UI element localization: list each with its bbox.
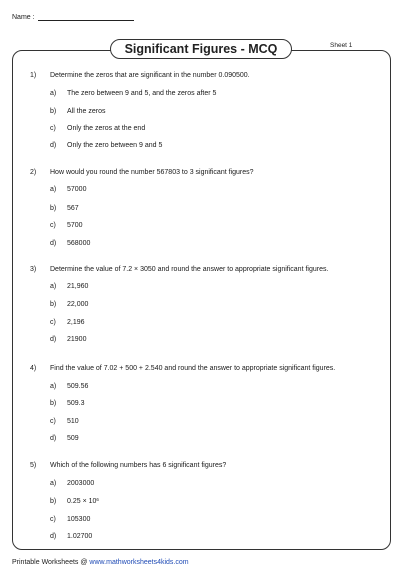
option-text [67, 498, 99, 505]
option-text: 509.56 [67, 383, 89, 390]
option-letter: d) [50, 142, 57, 149]
footer [12, 559, 189, 566]
question-text: How would you round the number 567803 to 3 significant figures? [50, 169, 254, 176]
option-text: Only the zero between 9 and 5 [67, 142, 163, 149]
question-number: 3) [30, 266, 37, 273]
option-text: The zero between 9 and 5, and the zeros after 5 [67, 90, 217, 97]
option-text: 22,000 [67, 301, 89, 308]
option-text: 105300 [67, 516, 91, 523]
name-blank-line[interactable] [38, 12, 134, 21]
option-letter: c) [50, 222, 56, 229]
option-text: 5700 [67, 222, 83, 229]
option-letter: a) [50, 283, 57, 290]
worksheet-title-text: Significant Figures - MCQ [124, 42, 278, 56]
name-field [12, 12, 134, 21]
question-number: 2) [30, 169, 37, 176]
option-letter: b) [50, 400, 57, 407]
question-number: 1) [30, 72, 37, 79]
question-text: Determine the zeros that are significant in the number 0.090500. [50, 72, 250, 79]
question-text: Find the value of 7.02 + 500 + 2.540 and round the answer to appropriate significant figures. [50, 365, 336, 372]
option-text-base: 0.25 × 10 [67, 498, 97, 505]
option-letter: b) [50, 498, 57, 505]
option-letter: c) [50, 125, 56, 132]
option-text: 509 [67, 435, 79, 442]
option-text: All the zeros [67, 108, 106, 115]
option-text: 57000 [67, 186, 87, 193]
footer-link[interactable]: www.mathworksheets4kids.com [89, 559, 189, 566]
option-text: 21,960 [67, 283, 89, 290]
option-text: 509.3 [67, 400, 85, 407]
exponent: 6 [96, 497, 99, 502]
option-letter: c) [50, 418, 56, 425]
option-letter: d) [50, 435, 57, 442]
option-letter: a) [50, 480, 57, 487]
option-letter: d) [50, 533, 57, 540]
sheet-label: Sheet 1 [330, 42, 353, 49]
option-text: 21900 [67, 336, 87, 343]
option-text: 510 [67, 418, 79, 425]
option-letter: b) [50, 108, 57, 115]
option-letter: c) [50, 319, 56, 326]
option-text: 2003000 [67, 480, 95, 487]
worksheet-title [110, 39, 292, 59]
option-text: Only the zeros at the end [67, 125, 146, 132]
option-letter: d) [50, 240, 57, 247]
option-letter: c) [50, 516, 56, 523]
option-letter: a) [50, 383, 57, 390]
option-text: 2,196 [67, 319, 85, 326]
option-text: 568000 [67, 240, 91, 247]
option-letter: a) [50, 186, 57, 193]
question-number: 5) [30, 462, 37, 469]
option-letter: b) [50, 301, 57, 308]
question-text: Which of the following numbers has 6 significant figures? [50, 462, 227, 469]
footer-prefix: Printable Worksheets @ [12, 559, 90, 566]
option-letter: a) [50, 90, 57, 97]
name-label: Name : [12, 14, 35, 21]
option-text: 1.02700 [67, 533, 93, 540]
question-number: 4) [30, 365, 37, 372]
question-text: Determine the value of 7.2 × 3050 and round the answer to appropriate significant figures. [50, 266, 329, 273]
option-letter: d) [50, 336, 57, 343]
option-letter: b) [50, 205, 57, 212]
option-text: 567 [67, 205, 79, 212]
